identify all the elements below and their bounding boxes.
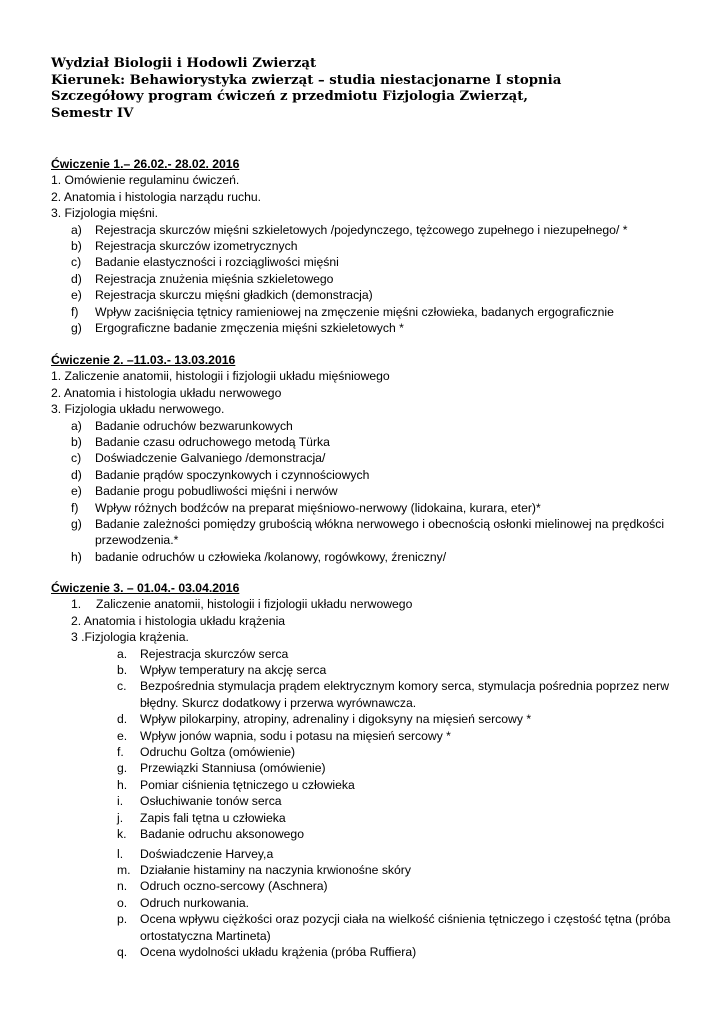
sub-item: h) badanie odruchów u człowieka /kolanowy, rogówkowy, źreniczny/ bbox=[71, 549, 447, 564]
study-program: Kierunek: Behawiorystyka zwierząt – studia niestacjonarne I stopnia bbox=[51, 72, 562, 88]
list-item: 3. Fizjologia mięśni. bbox=[51, 206, 159, 221]
exercise-title: Ćwiczenie 1.– 26.02.- 28.02. 2016 bbox=[51, 157, 240, 171]
faculty-name: Wydział Biologii i Hodowli Zwierząt bbox=[51, 56, 317, 71]
sub-item: h. Pomiar ciśnienia tętniczego u człowieka bbox=[117, 777, 355, 792]
sub-item: e) Rejestracja skurczu mięśni gładkich (demonstracja) bbox=[71, 288, 373, 303]
sub-item: a. Rejestracja skurczów serca bbox=[117, 646, 289, 661]
sub-item: b) Badanie czasu odruchowego metodą Türka bbox=[71, 435, 330, 450]
sub-item: g) Badanie zależności pomiędzy grubością włókna nerwowego i obecnością osłonki mielinowej na prędkości przewodzenia.* bbox=[71, 517, 665, 548]
sub-item: n. Odruch oczno-sercowy (Aschnera) bbox=[117, 879, 328, 894]
exercise-title: Ćwiczenie 3. – 01.04.- 03.04.2016 bbox=[51, 581, 240, 595]
list-item: 1. Omówienie regulaminu ćwiczeń. bbox=[51, 173, 240, 188]
sub-item: o. Odruch nurkowania. bbox=[117, 895, 250, 910]
sub-item: d) Rejestracja znużenia mięśnia szkieletowego bbox=[71, 271, 334, 286]
exercise-title: Ćwiczenie 2. –11.03.- 13.03.2016 bbox=[51, 353, 236, 367]
sub-item: c) Badanie elastyczności i rozciągliwości mięśni bbox=[71, 255, 339, 270]
sub-item: e. Wpływ jonów wapnia, sodu i potasu na mięsień sercowy * bbox=[117, 728, 451, 743]
list-item: 3 .Fizjologia krążenia. bbox=[71, 630, 189, 645]
exercise-1 bbox=[51, 156, 701, 336]
sub-item: f) Wpływ zaciśnięcia tętnicy ramieniowej na zmęczenie mięśni człowieka, badanych ergograficznie bbox=[71, 304, 614, 319]
list-item: 2. Anatomia i histologia układu krążenia bbox=[71, 613, 286, 628]
sub-item: k. Badanie odruchu aksonowego bbox=[117, 827, 304, 842]
sub-item: a) Rejestracja skurczów mięśni szkieletowych /pojedynczego, tężcowego zupełnego i niezupełnego/ * bbox=[71, 222, 628, 237]
sub-item: m. Działanie histaminy na naczynia krwionośne skóry bbox=[117, 862, 411, 877]
document-header bbox=[51, 56, 561, 122]
sub-item: q. Ocena wydolności układu krążenia (próba Ruffiera) bbox=[117, 944, 417, 959]
sub-item: g. Przewiązki Stanniusa (omówienie) bbox=[117, 761, 326, 776]
sub-item: f) Wpływ różnych bodźców na preparat mięśniowo-nerwowy (lidokaina, kurara, eter)* bbox=[71, 500, 541, 515]
sub-item: b) Rejestracja skurczów izometrycznych bbox=[71, 239, 298, 254]
sub-item: f. Odruchu Goltza (omówienie) bbox=[117, 745, 296, 760]
sub-item: d) Badanie prądów spoczynkowych i czynnościowych bbox=[71, 467, 370, 482]
sub-item: b. Wpływ temperatury na akcję serca bbox=[117, 663, 327, 678]
list-item: 1. Zaliczenie anatomii, histologii i fizjologii układu mięśniowego bbox=[51, 369, 390, 384]
list-item: 2. Anatomia i histologia układu nerwowego bbox=[51, 385, 282, 400]
list-item: 3. Fizjologia układu nerwowego. bbox=[51, 402, 225, 417]
sub-item: g) Ergograficzne badanie zmęczenia mięśni szkieletowych * bbox=[71, 321, 404, 336]
course-title: Szczegółowy program ćwiczeń z przedmiotu Fizjologia Zwierząt, bbox=[51, 89, 529, 104]
sub-item: d. Wpływ pilokarpiny, atropiny, adrenaliny i digoksyny na mięsień sercowy * bbox=[117, 712, 532, 727]
sub-item: p. Ocena wpływu ciężkości oraz pozycji ciała na wielkość ciśnienia tętniczego i częstość tętna (próba ortostatyczna Martineta) bbox=[117, 912, 671, 943]
list-item: 1. Zaliczenie anatomii, histologii i fizjologii układu nerwowego bbox=[71, 597, 413, 612]
sub-item: c. Bezpośrednia stymulacja prądem elektrycznym komory serca, stymulacja pośrednia poprzez nerw błędny. Skurcz dodatkowy i przerwa wyrównawcza. bbox=[117, 679, 670, 710]
sub-item: l. Doświadczenie Harvey,a bbox=[117, 846, 274, 861]
exercise-3 bbox=[51, 580, 701, 960]
sub-item: e) Badanie progu pobudliwości mięśni i nerwów bbox=[71, 484, 338, 499]
sub-item: j. Zapis fali tętna u człowieka bbox=[117, 810, 286, 825]
semester: Semestr IV bbox=[51, 105, 134, 121]
sub-item: c) Doświadczenie Galvaniego /demonstracja/ bbox=[71, 451, 326, 466]
sub-item: i. Osłuchiwanie tonów serca bbox=[117, 794, 282, 809]
exercise-2 bbox=[51, 352, 701, 565]
sub-item: a) Badanie odruchów bezwarunkowych bbox=[71, 418, 293, 433]
list-item: 2. Anatomia i histologia narządu ruchu. bbox=[51, 189, 262, 204]
